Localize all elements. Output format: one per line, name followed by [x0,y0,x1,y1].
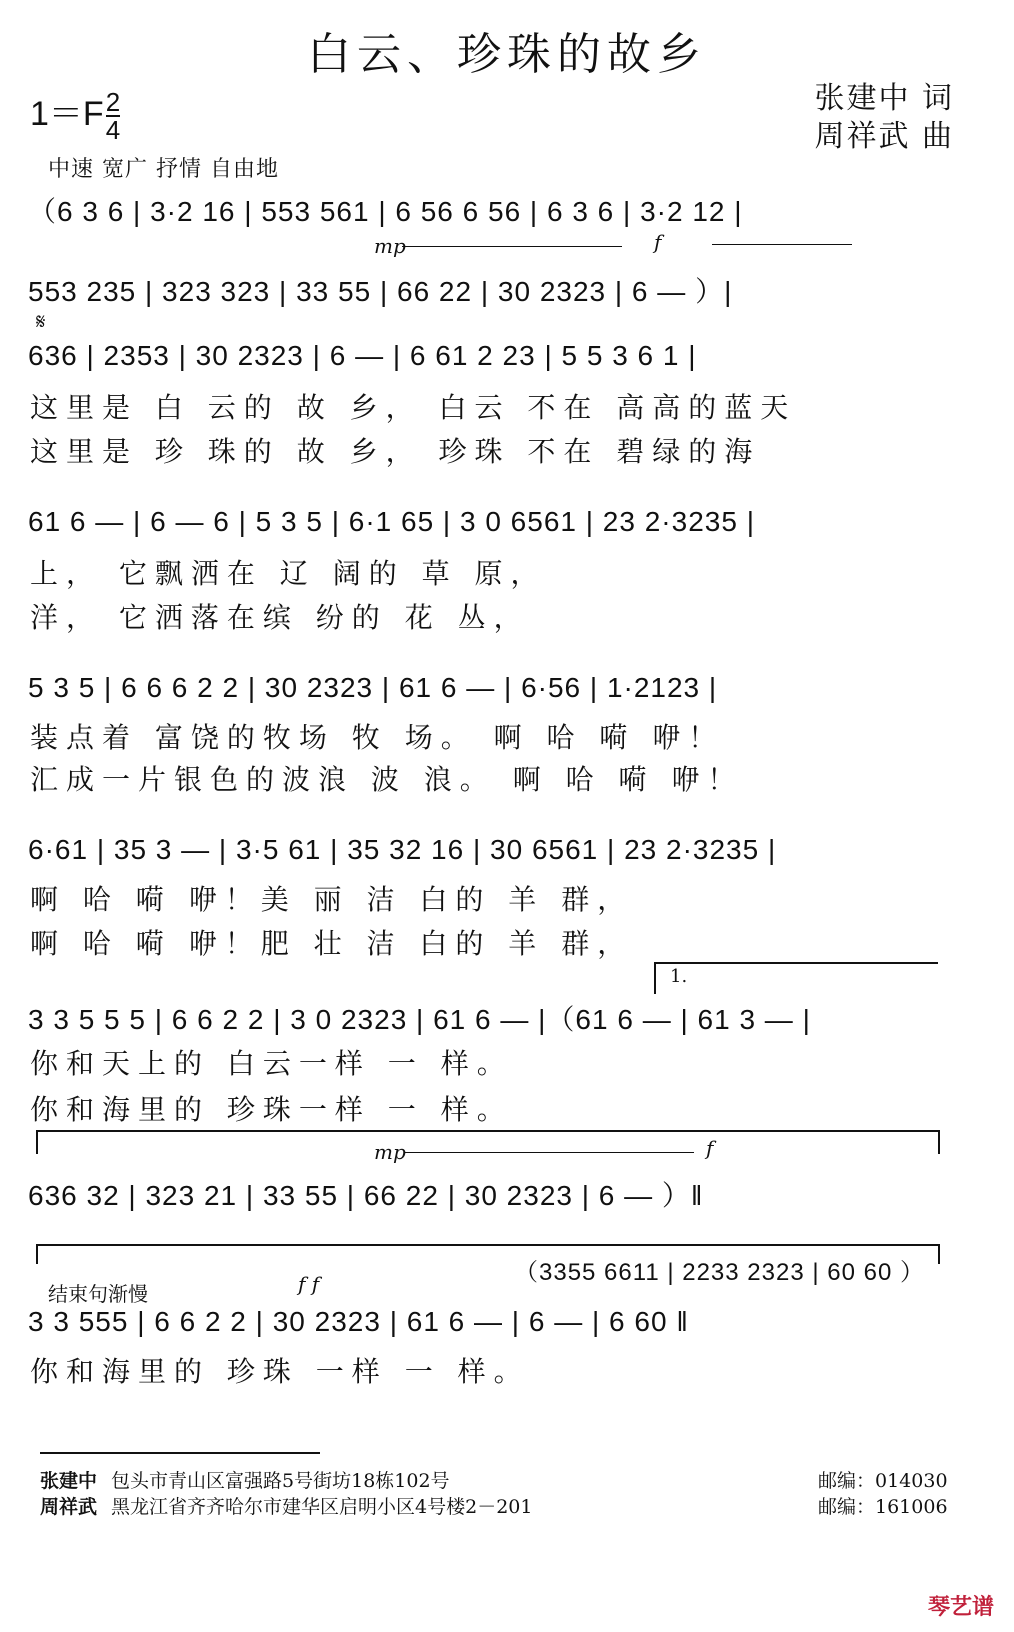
footer-divider [40,1452,320,1454]
dynamic-f: f [706,1136,714,1160]
crescendo-hairpin [402,246,622,247]
contact-zip: 邮编：014030 [818,1470,948,1492]
credits [814,80,954,156]
ending-note: 结束句渐慢 [48,1282,148,1306]
lyric-line-final: 你和海里的 珍珠 一样 一 样。 [30,1355,530,1388]
lyric-line-verse1: 这里是 白 云的 故 乡， 白云 不在 高高的蓝天 [30,391,797,424]
decrescendo-hairpin [712,244,852,245]
interlude-bracket [36,1130,940,1154]
dynamic-mp: mp [374,234,406,258]
footer-contact-2 [40,1492,532,1519]
lyric-line-verse2: 汇成一片银色的波浪 波 浪。 啊 哈 嗬 咿！ [30,763,744,796]
time-denominator: 4 [105,115,121,146]
volta-bracket [654,962,938,994]
crescendo-hairpin [404,1152,694,1153]
lyric-line-verse2: 这里是 珍 珠的 故 乡， 珍珠 不在 碧绿的海 [30,435,761,468]
notation-line-9: 3 3 555 | 6 6 2 2 | 30 2323 | 61 6 — | 6 — | 6 60 ‖ [28,1306,689,1337]
contact-name: 张建中 [40,1470,98,1492]
footer-contact-1 [40,1466,450,1493]
notation-line-5: 5 3 5 | 6 6 6 2 2 | 30 2323 | 61 6 — | 6·56 | 1·2123 | [28,672,718,703]
lyric-line-verse2: 啊 哈 嗬 咿！肥 壮 洁 白的 羊 群， [30,927,634,960]
page-title: 白云、珍珠的故乡 [307,29,707,80]
dynamic-f: f [654,230,662,254]
notation-line-1: （6 3 6 | 3·2 16 | 553 561 | 6 56 6 56 | 6 3 6 | 3·2 12 | [28,196,743,227]
lyricist-credit: 张建中 词 [814,81,954,116]
notation-line-4: 61 6 — | 6 — 6 | 5 3 5 | 6·1 65 | 3 0 6561 | 23 2·3235 | [28,506,755,537]
lyric-line-verse1: 啊 哈 嗬 咿！美 丽 洁 白的 羊 群， [30,883,634,916]
contact-name: 周祥武 [40,1496,98,1518]
lyric-line-verse2: 洋， 它洒落在缤 纷的 花 丛， [30,601,530,634]
notation-line-6: 6·61 | 35 3 — | 3·5 61 | 35 32 16 | 30 6561 | 23 2·3235 | [28,834,777,865]
lyric-line-verse1: 装点着 富饶的牧场 牧 场。 啊 哈 嗬 咿！ [30,721,725,754]
time-signature [105,87,121,146]
time-numerator: 2 [105,87,121,118]
contact-address: 黑龙江省齐齐哈尔市建华区启明小区4号楼2－201 [111,1496,533,1518]
segno-icon: 𝄋 [36,310,46,335]
notation-line-3: 636 | 2353 | 30 2323 | 6 — | 6 61 2 23 | 5 5 3 6 1 | [28,340,697,371]
notation-line-7: 3 3 5 5 5 | 6 6 2 2 | 3 0 2323 | 61 6 — |（61 6 — | 61 3 — | [28,1004,811,1035]
composer-credit: 周祥武 曲 [814,119,954,154]
notation-line-8: 636 32 | 323 21 | 33 55 | 66 22 | 30 2323 | 6 — ）‖ [28,1180,704,1211]
lyric-line-verse1: 你和天上的 白云一样 一 样。 [30,1047,513,1080]
tempo-marking: 中速 宽广 抒情 自由地 [48,157,279,182]
lyric-line-verse1: 上， 它飘洒在 辽 阔的 草 原， [30,557,547,590]
contact-zip: 邮编：161006 [818,1496,948,1518]
key-signature [30,86,121,146]
site-watermark-logo: 琴艺谱 [927,1595,994,1620]
volta-number: 1. [670,966,688,987]
lyric-line-verse2: 你和海里的 珍珠一样 一 样。 [30,1093,513,1126]
notation-line-2: 553 235 | 323 323 | 33 55 | 66 22 | 30 2323 | 6 — ）| [28,276,733,307]
dynamic-ff: f f [298,1272,320,1296]
dynamic-mp: mp [374,1140,406,1164]
instrumental-tag: （3355 6611 | 2233 2323 | 60 60 ） [514,1259,925,1286]
contact-address: 包头市青山区富强路5号街坊18栋102号 [111,1470,450,1492]
key-prefix: 1＝F [30,95,104,133]
